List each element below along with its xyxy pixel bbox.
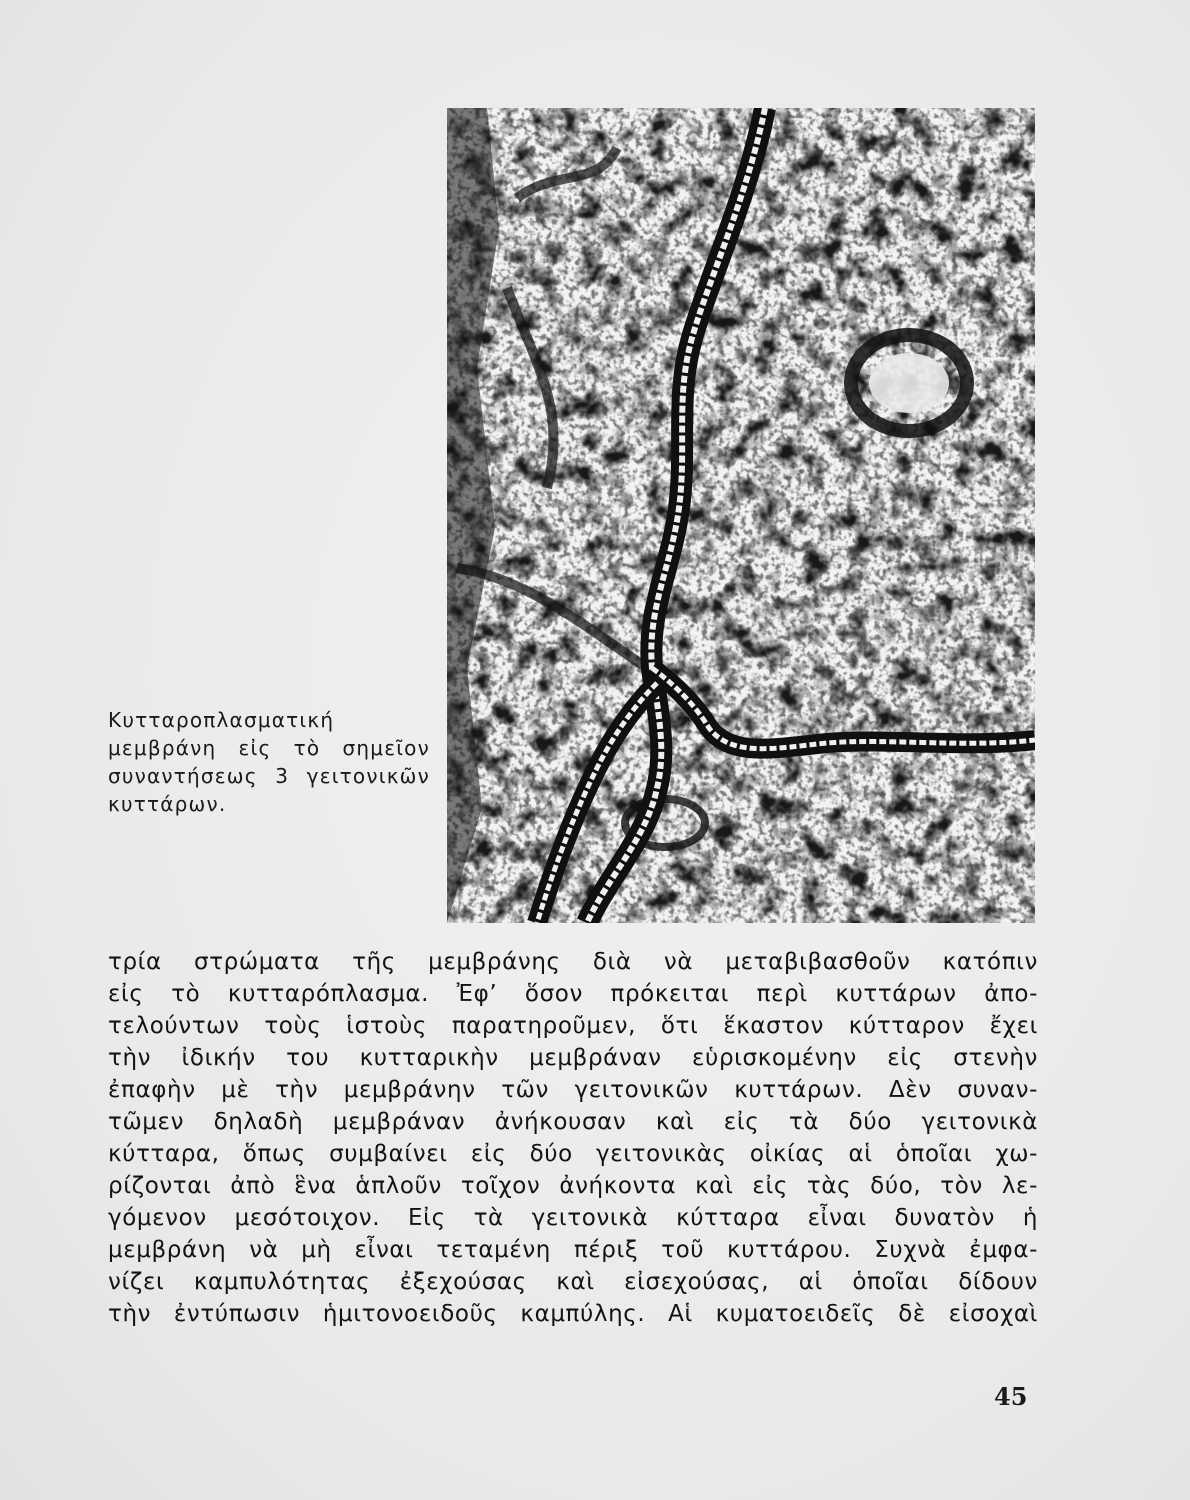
body-line: τὴν ἰδικήν του κυτταρικὴν μεμβράναν εὑρισκομένην εἰς στενὴν [108,1045,1038,1071]
micrograph-figure [447,108,1035,923]
body-text [108,946,1038,1330]
body-line: κύτταρα, ὅπως συμβαίνει εἰς δύο γειτονικὰς οἰκίας αἱ ὁποῖαι χω- [108,1141,1038,1167]
body-line: ρίζονται ἀπὸ ἓνα ἁπλοῦν τοῖχον ἀνήκοντα καὶ εἰς τὰς δύο, τὸν λε- [108,1173,1038,1199]
body-line: τελούντων τοὺς ἱστοὺς παρατηροῦμεν, ὅτι ἕκαστον κύτταρον ἔχει [108,1013,1038,1039]
body-line: ἐπαφὴν μὲ τὴν μεμβράνην τῶν γειτονικῶν κυττάρων. Δὲν συναν- [108,1077,1038,1103]
body-line: μεμβράνη νὰ μὴ εἶναι τεταμένη πέριξ τοῦ κυττάρου. Συχνὰ ἐμφα- [108,1237,1038,1263]
body-line: τῶμεν δηλαδὴ μεμβράναν ἀνήκουσαν καὶ εἰς τὰ δύο γειτονικὰ [108,1109,1038,1135]
micrograph-image [447,108,1035,923]
body-line: τρία στρώματα τῆς μεμβράνης διὰ νὰ μεταβιβασθοῦν κατόπιν [108,949,1038,975]
body-line: νίζει καμπυλότητας ἐξεχούσας καὶ εἰσεχούσας, αἱ ὁποῖαι δίδουν [108,1269,1038,1295]
body-line: εἰς τὸ κυτταρόπλασμα. Ἐφ’ ὅσον πρόκειται περὶ κυττάρων ἀπο- [108,981,1038,1007]
page-number: 45 [994,1382,1028,1411]
body-line: τὴν ἐντύπωσιν ἡμιτονοειδοῦς καμπύλης. Αἱ κυματοειδεῖς δὲ εἰσοχαὶ [108,1301,1038,1327]
figure-caption: Κυτταροπλασματική μεμβράνη εἰς τὸ σημεῖον συναντήσεως 3 γειτονικῶν κυττάρων. [108,708,430,816]
body-line: γόμενον μεσότοιχον. Εἰς τὰ γειτονικὰ κύτταρα εἶναι δυνατὸν ἡ [108,1205,1038,1231]
